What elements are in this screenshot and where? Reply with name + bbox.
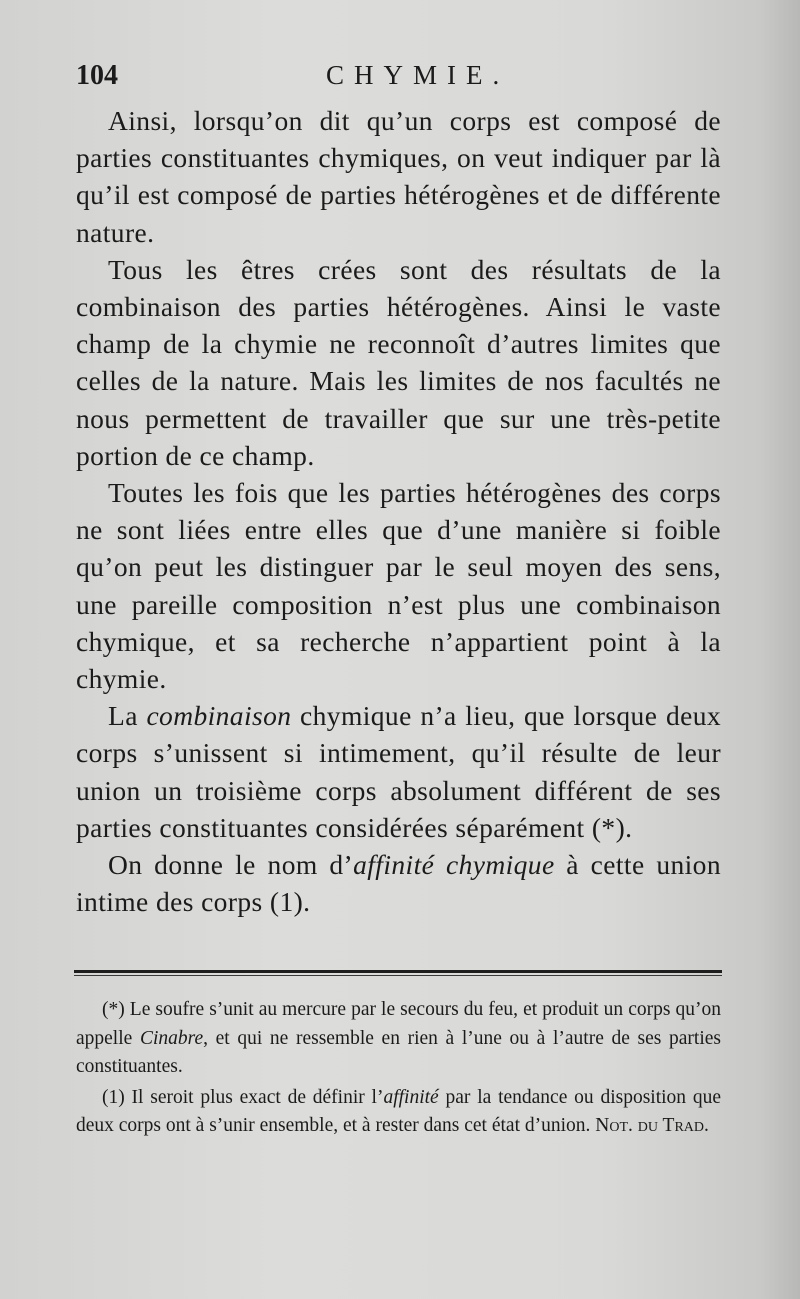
page-number: 104: [76, 60, 118, 91]
term-combinaison: combinaison: [146, 700, 292, 732]
paragraph-5-start: On donne le nom d’: [108, 849, 354, 881]
paragraph-5-rest: à cette union intime des corps (1).: [76, 849, 721, 918]
paragraph-4-rest: chymique n’a lieu, que lorsque deux corps s’unissent si intimement, qu’il résulte de leur union un troisième corps absolument différent de ses parties constituantes considérées séparément (*).: [76, 700, 721, 843]
footnote-asterisk: [76, 996, 721, 1082]
translator-note-signature: Not. du Trad.: [595, 1115, 709, 1137]
term-affinite-chymique: affinité chymique: [353, 849, 555, 881]
footnote-1-rest: , et qui ne ressemble en rien à l’une ou à l’autre de ses parties constituantes.: [76, 1027, 721, 1078]
paragraph-4-start: La: [108, 700, 147, 732]
page-header: [76, 58, 756, 98]
paragraph-4: [76, 697, 721, 846]
footnote-2-rest: par la tendance ou disposition que deux corps ont à s’unir ensemble, et à rester dans cet état d’union.: [76, 1086, 721, 1137]
paragraph-2: Tous les êtres crées sont des résultats de la combinaison des parties hétérogènes. Ainsi le vaste champ de la chymie ne reconnoît d’autres limites que celles de la nature. Mais les limites de nos facultés ne nous permettent de travailler que sur une très-petite portion de ce champ.: [76, 253, 721, 471]
paragraph-1: Ainsi, lorsqu’on dit qu’un corps est composé de parties constituantes chymiques, on veut indiquer par là qu’il est composé de parties hétérogènes et de différente nature.: [76, 105, 721, 248]
paragraph-5: [76, 846, 721, 920]
footnote-2-start: (1) Il seroit plus exact de définir l’: [102, 1086, 384, 1108]
footnotes: [76, 996, 721, 1141]
term-cinabre: Cinabre: [139, 1027, 204, 1049]
paragraph-3: Toutes les fois que les parties hétérogènes des corps ne sont liées entre elles que d’une manière si foible qu’on peut les distinguer par le seul moyen des sens, une pareille composition n’est plus une combinaison chymique, et sa recherche n’appartient point à la chymie.: [76, 477, 721, 695]
running-head: CHYMIE.: [326, 60, 510, 90]
footnote-rule: [74, 970, 722, 973]
footnote-rule-thin: [74, 975, 722, 976]
footnote-1-start: (*) Le soufre s’unit au mercure par le secours du feu, et produit un corps qu’on appelle: [76, 999, 721, 1049]
main-text: [76, 102, 721, 920]
term-affinite: affinité: [383, 1086, 439, 1108]
footnote-one: [76, 1084, 721, 1141]
